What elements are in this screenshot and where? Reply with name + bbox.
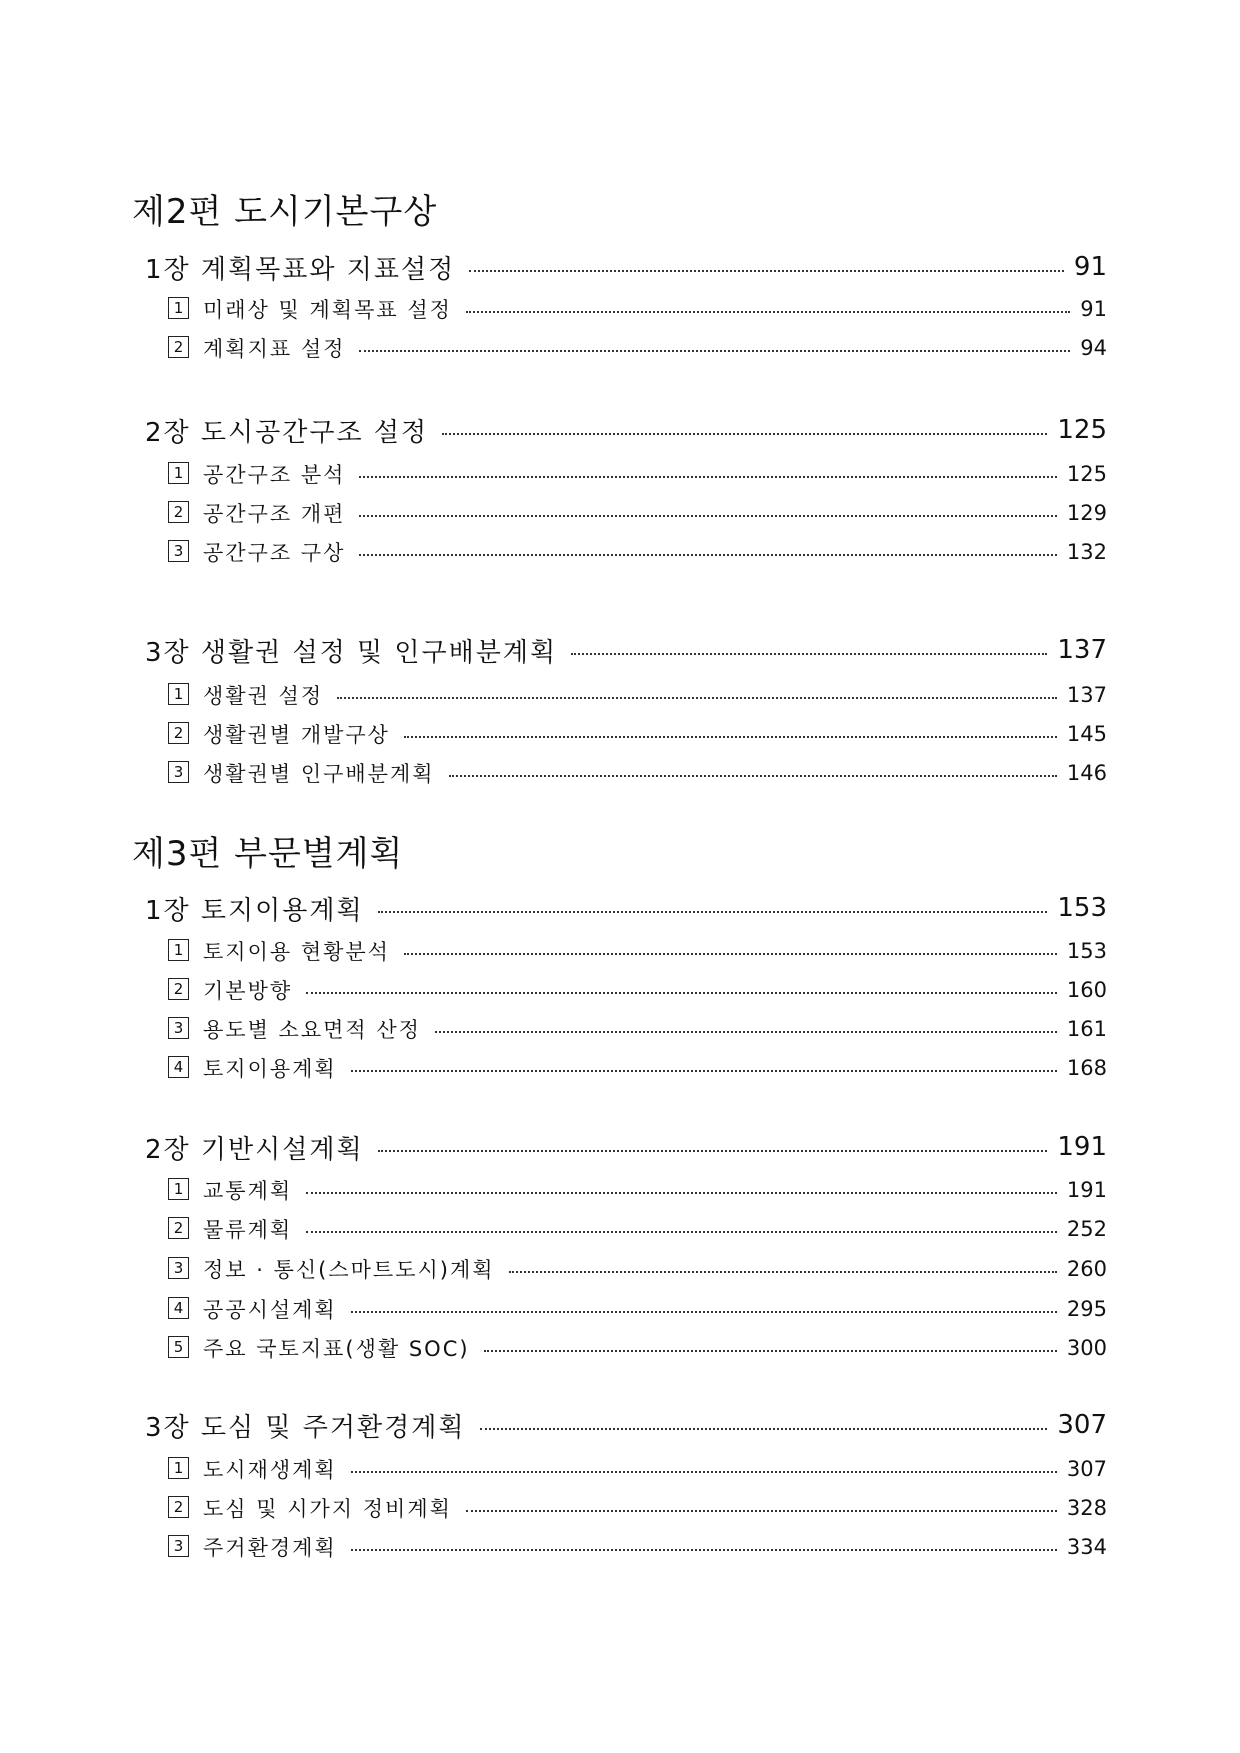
section-label: 토지이용 현황분석 — [203, 940, 390, 964]
section-number-box: 1 — [168, 939, 189, 961]
section-page: 334 — [1066, 1535, 1107, 1559]
section-page: 129 — [1066, 501, 1107, 525]
section-page: 191 — [1066, 1178, 1107, 1202]
toc-section[interactable] — [168, 334, 1107, 362]
section-page: 260 — [1066, 1257, 1107, 1281]
chapter-page: 137 — [1057, 635, 1107, 665]
dot-leader — [351, 1471, 1057, 1473]
section-label: 생활권별 인구배분계획 — [203, 762, 435, 786]
section-number-box: 4 — [168, 1297, 189, 1319]
dot-leader — [359, 515, 1057, 517]
section-page: 300 — [1066, 1336, 1107, 1360]
toc-section[interactable] — [168, 759, 1107, 787]
section-label: 생활권별 개발구상 — [203, 723, 390, 747]
chapter-label: 3장 생활권 설정 및 인구배분계획 — [145, 637, 558, 668]
toc-chapter[interactable] — [145, 250, 1107, 284]
section-label: 교통계획 — [203, 1179, 293, 1203]
section-number-box: 2 — [168, 978, 189, 1000]
chapter-page: 91 — [1073, 252, 1107, 282]
section-label: 물류계획 — [203, 1218, 293, 1242]
dot-leader — [571, 653, 1047, 655]
dot-leader — [359, 554, 1057, 556]
dot-leader — [306, 992, 1057, 994]
toc-section[interactable] — [168, 1533, 1107, 1561]
section-number-box: 3 — [168, 1535, 189, 1557]
dot-leader — [351, 1549, 1057, 1551]
dot-leader — [466, 1510, 1057, 1512]
section-number-box: 5 — [168, 1336, 189, 1358]
dot-leader — [404, 736, 1057, 738]
dot-leader — [359, 476, 1057, 478]
part-title: 제2편 도시기본구상 — [132, 192, 438, 232]
dot-leader — [351, 1070, 1057, 1072]
toc-section[interactable] — [168, 1176, 1107, 1204]
section-label: 주요 국토지표(생활 SOC) — [203, 1337, 470, 1361]
section-number-box: 2 — [168, 1496, 189, 1518]
toc-section[interactable] — [168, 720, 1107, 748]
section-label: 미래상 및 계획목표 설정 — [203, 298, 452, 322]
toc-chapter[interactable] — [145, 1408, 1107, 1442]
section-page: 161 — [1066, 1017, 1107, 1041]
dot-leader — [359, 350, 1070, 352]
toc-section[interactable] — [168, 295, 1107, 323]
toc-chapter[interactable] — [145, 413, 1107, 447]
section-page: 252 — [1066, 1217, 1107, 1241]
section-number-box: 1 — [168, 297, 189, 319]
dot-leader — [466, 311, 1070, 313]
section-label: 생활권 설정 — [203, 684, 324, 708]
chapter-page: 307 — [1057, 1410, 1107, 1440]
toc-chapter[interactable] — [145, 891, 1107, 925]
section-label: 토지이용계획 — [203, 1057, 337, 1081]
section-page: 145 — [1066, 722, 1107, 746]
section-label: 공공시설계획 — [203, 1298, 337, 1322]
section-label: 도시재생계획 — [203, 1458, 337, 1482]
section-label: 공간구조 분석 — [203, 463, 346, 487]
section-number-box: 2 — [168, 722, 189, 744]
section-number-box: 3 — [168, 1257, 189, 1279]
toc-section[interactable] — [168, 1215, 1107, 1243]
toc-chapter[interactable] — [145, 633, 1107, 667]
dot-leader — [337, 697, 1057, 699]
section-label: 기본방향 — [203, 979, 293, 1003]
section-number-box: 1 — [168, 1178, 189, 1200]
section-page: 125 — [1066, 462, 1107, 486]
chapter-page: 191 — [1057, 1132, 1107, 1162]
chapter-label: 1장 토지이용계획 — [145, 895, 364, 926]
chapter-label: 1장 계획목표와 지표설정 — [145, 254, 456, 285]
toc-section[interactable] — [168, 538, 1107, 566]
toc-section[interactable] — [168, 1494, 1107, 1522]
toc-section[interactable] — [168, 1255, 1107, 1283]
section-label: 공간구조 개편 — [203, 502, 346, 526]
section-page: 168 — [1066, 1056, 1107, 1080]
section-label: 공간구조 구상 — [203, 541, 346, 565]
section-number-box: 1 — [168, 683, 189, 705]
dot-leader — [480, 1428, 1048, 1430]
section-number-box: 2 — [168, 1217, 189, 1239]
section-number-box: 2 — [168, 501, 189, 523]
section-number-box: 4 — [168, 1056, 189, 1078]
toc-section[interactable] — [168, 1015, 1107, 1043]
dot-leader — [449, 775, 1057, 777]
toc-section[interactable] — [168, 1054, 1107, 1082]
dot-leader — [378, 911, 1048, 913]
section-page: 153 — [1066, 939, 1107, 963]
section-page: 307 — [1066, 1457, 1107, 1481]
toc-section[interactable] — [168, 681, 1107, 709]
dot-leader — [484, 1350, 1057, 1352]
dot-leader — [442, 433, 1047, 435]
chapter-page: 125 — [1057, 415, 1107, 445]
section-number-box: 3 — [168, 761, 189, 783]
chapter-label: 2장 도시공간구조 설정 — [145, 417, 429, 448]
toc-section[interactable] — [168, 937, 1107, 965]
dot-leader — [469, 270, 1064, 272]
toc-section[interactable] — [168, 1455, 1107, 1483]
section-number-box: 3 — [168, 1017, 189, 1039]
dot-leader — [306, 1192, 1057, 1194]
chapter-label: 2장 기반시설계획 — [145, 1134, 364, 1165]
toc-section[interactable] — [168, 460, 1107, 488]
section-number-box: 1 — [168, 1457, 189, 1479]
section-number-box: 1 — [168, 462, 189, 484]
toc-section[interactable] — [168, 976, 1107, 1004]
section-label: 용도별 소요면적 산정 — [203, 1018, 421, 1042]
toc-section[interactable] — [168, 1295, 1107, 1323]
dot-leader — [404, 953, 1057, 955]
section-page: 91 — [1080, 297, 1107, 321]
section-number-box: 3 — [168, 540, 189, 562]
section-page: 328 — [1066, 1496, 1107, 1520]
section-label: 계획지표 설정 — [203, 337, 346, 361]
section-page: 137 — [1066, 683, 1107, 707]
section-number-box: 2 — [168, 336, 189, 358]
toc-chapter[interactable] — [145, 1130, 1107, 1164]
toc-section[interactable] — [168, 1334, 1107, 1362]
dot-leader — [435, 1031, 1057, 1033]
toc-section[interactable] — [168, 499, 1107, 527]
chapter-label: 3장 도심 및 주거환경계획 — [145, 1412, 466, 1443]
dot-leader — [351, 1311, 1057, 1313]
section-label: 도심 및 시가지 정비계획 — [203, 1497, 452, 1521]
chapter-page: 153 — [1057, 893, 1107, 923]
section-label: 정보 · 통신(스마트도시)계획 — [203, 1258, 495, 1282]
dot-leader — [306, 1231, 1057, 1233]
section-page: 146 — [1066, 761, 1107, 785]
section-page: 94 — [1080, 336, 1107, 360]
section-page: 160 — [1066, 978, 1107, 1002]
section-page: 295 — [1066, 1297, 1107, 1321]
section-page: 132 — [1066, 540, 1107, 564]
dot-leader — [509, 1271, 1057, 1273]
dot-leader — [378, 1150, 1048, 1152]
section-label: 주거환경계획 — [203, 1536, 337, 1560]
part-title: 제3편 부문별계획 — [132, 834, 404, 874]
